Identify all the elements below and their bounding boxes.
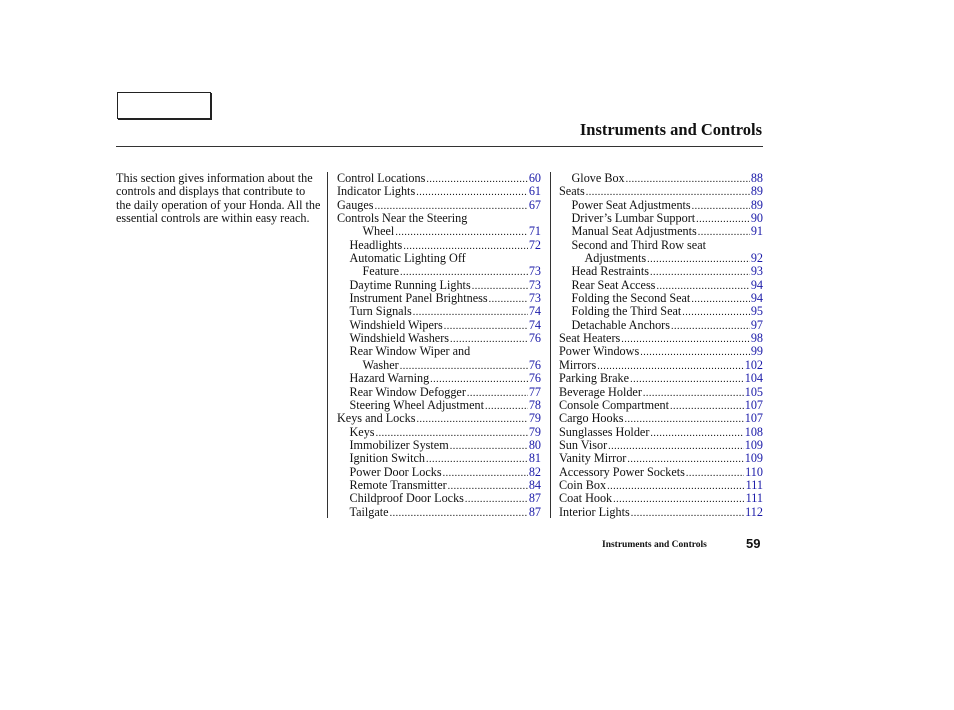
toc-entry-label: Console Compartment (559, 397, 670, 412)
toc-entry-label: Rear Window Defogger (349, 384, 466, 399)
toc-entry[interactable] (559, 345, 763, 358)
toc-entry[interactable] (559, 439, 763, 452)
toc-entry-label: Instrument Panel Brightness (349, 291, 488, 306)
toc-page-link[interactable]: 61 (528, 184, 541, 199)
toc-entry[interactable] (559, 386, 763, 399)
toc-entry-label: Power Windows (559, 344, 640, 359)
toc-entry[interactable] (559, 199, 763, 212)
dot-leader (426, 173, 527, 186)
toc-entry-label: Washer (362, 357, 399, 372)
toc-column-1 (337, 172, 541, 519)
toc-page-link[interactable]: 90 (750, 211, 763, 226)
toc-entry[interactable] (559, 426, 763, 439)
dot-leader (650, 266, 750, 279)
toc-entry-label: Seat Heaters (559, 331, 621, 346)
toc-page-link[interactable]: 112 (745, 504, 763, 519)
toc-entry-continued: Automatic Lighting Off (349, 251, 466, 266)
dot-leader (489, 293, 528, 306)
toc-page-link[interactable]: 78 (528, 397, 541, 412)
toc-entry[interactable] (559, 492, 763, 505)
toc-page-link[interactable]: 76 (528, 371, 541, 386)
toc-entry-continued: Second and Third Row seat (571, 237, 706, 252)
toc-entry[interactable] (559, 399, 763, 412)
toc-entry[interactable] (337, 506, 541, 519)
toc-entry-label: Beverage Holder (559, 384, 642, 399)
toc-entry[interactable] (559, 172, 763, 185)
dot-leader (630, 373, 744, 386)
toc-entry[interactable] (337, 426, 541, 439)
toc-page-link[interactable]: 93 (750, 264, 763, 279)
toc-entry[interactable] (337, 292, 541, 305)
dot-leader (691, 293, 749, 306)
dot-leader (395, 226, 528, 239)
dot-leader (443, 467, 528, 480)
toc-entry[interactable] (337, 412, 541, 425)
dot-leader (671, 320, 750, 333)
dot-leader (485, 400, 528, 413)
dot-leader (450, 440, 528, 453)
toc-entry-label: Childproof Door Locks (349, 491, 464, 506)
toc-entry-label: Power Door Locks (349, 464, 442, 479)
toc-entry[interactable] (337, 239, 541, 252)
toc-entry-label: Control Locations (337, 171, 426, 185)
dot-leader (696, 213, 750, 226)
toc-entry-label: Detachable Anchors (571, 317, 670, 332)
column-divider-left (327, 172, 328, 518)
toc-entry-label: Head Restraints (571, 264, 650, 279)
toc-entry-label: Seats (559, 184, 585, 199)
toc-page-link[interactable]: 94 (750, 291, 763, 306)
toc-page-link[interactable]: 76 (528, 357, 541, 372)
toc-page-link[interactable]: 110 (745, 464, 763, 479)
dot-leader (670, 400, 744, 413)
toc-entry[interactable] (559, 319, 763, 332)
section-tab-box (117, 92, 211, 119)
toc-page-link[interactable]: 104 (744, 371, 763, 386)
toc-entry[interactable] (559, 466, 763, 479)
footer-section-title: Instruments and Controls (602, 540, 707, 550)
toc-entry[interactable] (337, 225, 541, 238)
toc-page-link[interactable]: 89 (750, 197, 763, 212)
toc-entry-label: Gauges (337, 197, 374, 212)
toc-entry[interactable] (337, 265, 541, 278)
dot-leader (626, 173, 750, 186)
toc-entry[interactable] (337, 372, 541, 385)
dot-leader (608, 440, 744, 453)
toc-page-link[interactable]: 74 (528, 304, 541, 319)
dot-leader (686, 467, 744, 480)
toc-entry[interactable] (559, 452, 763, 465)
dot-leader (621, 333, 750, 346)
toc-entry-label: Steering Wheel Adjustment (349, 397, 484, 412)
toc-page-link[interactable]: 80 (528, 437, 541, 452)
toc-entry-label: Folding the Third Seat (571, 304, 682, 319)
toc-entry-label: Remote Transmitter (349, 477, 447, 492)
toc-page-link[interactable]: 88 (750, 171, 763, 185)
toc-page-link[interactable]: 71 (528, 224, 541, 239)
toc-entry-label: Power Seat Adjustments (571, 197, 691, 212)
toc-page-link[interactable]: 79 (528, 411, 541, 426)
dot-leader (650, 427, 743, 440)
toc-entry[interactable] (559, 279, 763, 292)
toc-entry[interactable] (559, 506, 763, 519)
dot-leader (416, 186, 528, 199)
toc-entry[interactable] (559, 225, 763, 238)
toc-entry-label: Manual Seat Adjustments (571, 224, 697, 239)
toc-entry[interactable] (559, 252, 763, 265)
toc-page-link[interactable]: 97 (750, 317, 763, 332)
toc-page-link[interactable]: 95 (750, 304, 763, 319)
toc-entry-label: Sunglasses Holder (559, 424, 650, 439)
toc-entry[interactable] (337, 439, 541, 452)
toc-entry-label: Windshield Wipers (349, 317, 443, 332)
intro-paragraph: This section gives information about the controls and displays that contribute to the daily operation of your Honda. All the essential controls are within easy reach. (116, 171, 321, 226)
toc-page-link[interactable]: 73 (528, 291, 541, 306)
toc-page-link[interactable]: 102 (744, 357, 763, 372)
dot-leader (390, 507, 528, 520)
dot-leader (682, 306, 750, 319)
toc-entry[interactable] (559, 292, 763, 305)
toc-page-link[interactable]: 84 (528, 477, 541, 492)
toc-entry[interactable] (559, 332, 763, 345)
toc-entry-label: Daytime Running Lights (349, 277, 471, 292)
toc-entry[interactable] (559, 265, 763, 278)
toc-entry-label: Turn Signals (349, 304, 412, 319)
toc-entry-label: Rear Seat Access (571, 277, 656, 292)
toc-entry[interactable] (337, 399, 541, 412)
toc-page-link[interactable]: 89 (750, 184, 763, 199)
toc-page-link[interactable]: 109 (744, 437, 763, 452)
toc-entry-label: Keys (349, 424, 375, 439)
toc-entry[interactable] (337, 466, 541, 479)
toc-entry-label: Windshield Washers (349, 331, 450, 346)
toc-page-link[interactable]: 105 (744, 384, 763, 399)
dot-leader (631, 507, 744, 520)
toc-entry-continued: Controls Near the Steering (337, 211, 468, 226)
toc-page-link[interactable]: 92 (750, 251, 763, 266)
toc-entry[interactable] (559, 359, 763, 372)
toc-entry-label: Tailgate (349, 504, 389, 519)
toc-entry-label: Headlights (349, 237, 403, 252)
toc-entry[interactable] (337, 199, 541, 212)
toc-entry-label: Ignition Switch (349, 451, 425, 466)
header-rule (116, 146, 763, 147)
toc-entry-label: Coin Box (559, 477, 607, 492)
toc-page-link[interactable]: 82 (528, 464, 541, 479)
toc-entry[interactable] (559, 412, 763, 425)
dot-leader (607, 480, 745, 493)
toc-entry[interactable] (559, 212, 763, 225)
toc-entry[interactable] (559, 479, 763, 492)
toc-entry[interactable] (559, 305, 763, 318)
toc-entry-label: Vanity Mirror (559, 451, 627, 466)
toc-page-link[interactable]: 79 (528, 424, 541, 439)
toc-entry-label: Driver’s Lumbar Support (571, 211, 696, 226)
toc-entry-label: Adjustments (584, 251, 647, 266)
toc-entry-label: Mirrors (559, 357, 597, 372)
page-title: Instruments and Controls (579, 120, 762, 139)
toc-entry[interactable] (337, 359, 541, 372)
toc-entry-label: Folding the Second Seat (571, 291, 691, 306)
toc-entry-label: Sun Visor (559, 437, 608, 452)
page-number: 59 (746, 536, 761, 551)
dot-leader (692, 200, 750, 213)
toc-entry[interactable] (337, 492, 541, 505)
toc-page-link[interactable]: 67 (528, 197, 541, 212)
toc-entry[interactable] (337, 305, 541, 318)
toc-entry[interactable] (337, 479, 541, 492)
toc-page-link[interactable]: 73 (528, 277, 541, 292)
toc-column-2 (559, 172, 763, 519)
toc-entry[interactable] (337, 332, 541, 345)
toc-entry[interactable] (559, 372, 763, 385)
toc-entry[interactable] (559, 185, 763, 198)
dot-leader (647, 253, 750, 266)
toc-page-link[interactable]: 76 (528, 331, 541, 346)
toc-page-link[interactable]: 108 (744, 424, 763, 439)
dot-leader (465, 493, 528, 506)
toc-page-link[interactable]: 107 (744, 397, 763, 412)
toc-entry-label: Coat Hook (559, 491, 613, 506)
column-divider-right (550, 172, 551, 518)
toc-entry-label: Cargo Hooks (559, 411, 624, 426)
toc-entry-label: Indicator Lights (337, 184, 416, 199)
toc-entry-label: Glove Box (571, 171, 625, 185)
toc-entry[interactable] (337, 172, 541, 185)
toc-page-link[interactable]: 99 (750, 344, 763, 359)
toc-page-link[interactable]: 81 (528, 451, 541, 466)
toc-entry-label: Interior Lights (559, 504, 630, 519)
toc-page-link[interactable]: 111 (745, 491, 763, 506)
toc-page-link[interactable]: 77 (528, 384, 541, 399)
toc-page-link[interactable]: 72 (528, 237, 541, 252)
toc-page-link[interactable]: 111 (745, 477, 763, 492)
toc-page-link[interactable]: 107 (744, 411, 763, 426)
toc-page-link[interactable]: 94 (750, 277, 763, 292)
toc-entry[interactable] (337, 279, 541, 292)
toc-entry-continued: Rear Window Wiper and (349, 344, 471, 359)
toc-page-link[interactable]: 109 (744, 451, 763, 466)
toc-page-link[interactable]: 87 (528, 504, 541, 519)
dot-leader (417, 413, 528, 426)
dot-leader (613, 493, 744, 506)
toc-entry[interactable] (337, 319, 541, 332)
dot-leader (640, 346, 750, 359)
toc-page-link[interactable]: 98 (750, 331, 763, 346)
toc-page-link[interactable]: 73 (528, 264, 541, 279)
toc-entry[interactable] (337, 386, 541, 399)
toc-page-link[interactable]: 91 (750, 224, 763, 239)
toc-entry-label: Hazard Warning (349, 371, 430, 386)
toc-entry-label: Immobilizer System (349, 437, 449, 452)
toc-entry[interactable] (337, 452, 541, 465)
toc-entry-label: Wheel (362, 224, 395, 239)
toc-entry-label: Accessory Power Sockets (559, 464, 685, 479)
toc-page-link[interactable]: 74 (528, 317, 541, 332)
toc-entry-label: Feature (362, 264, 400, 279)
toc-page-link[interactable]: 60 (528, 171, 541, 185)
toc-entry-label: Parking Brake (559, 371, 630, 386)
dot-leader (444, 320, 528, 333)
toc-page-link[interactable]: 87 (528, 491, 541, 506)
toc-entry-label: Keys and Locks (337, 411, 416, 426)
toc-entry[interactable] (337, 185, 541, 198)
